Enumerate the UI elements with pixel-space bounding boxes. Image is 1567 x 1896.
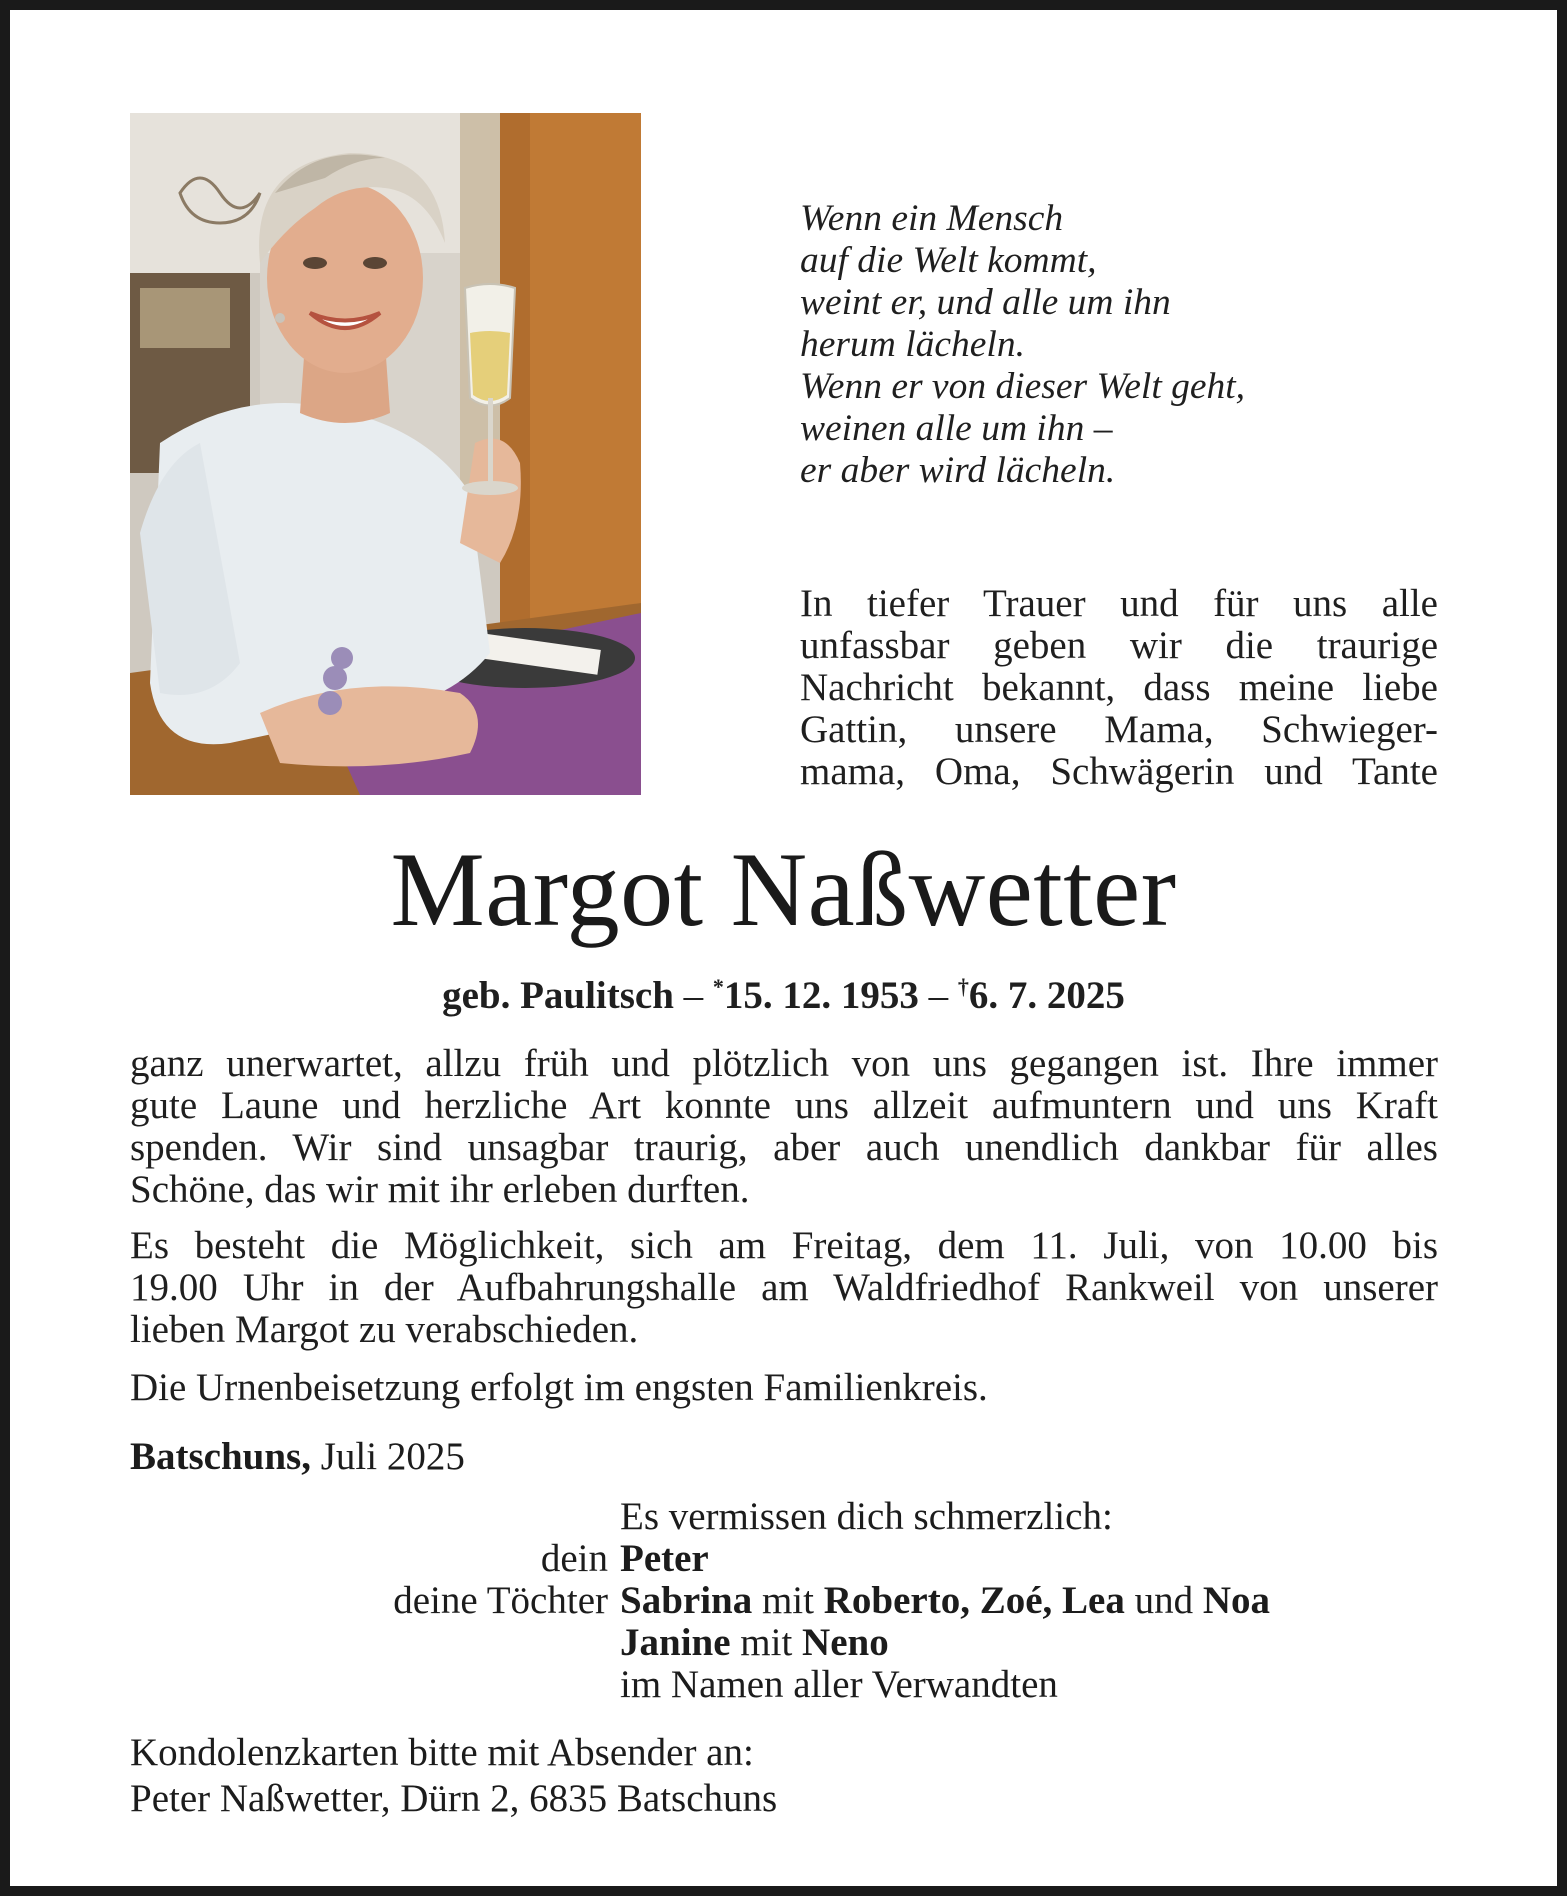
mourner-name: Roberto,: [823, 1579, 970, 1622]
paragraph-line: gute Laune und herzliche Art konnte uns allzeit aufmuntern und uns Kraft: [130, 1084, 1438, 1127]
mourner-name: Neno: [802, 1621, 889, 1664]
paragraph-line: Es besteht die Möglichkeit, sich am Freitag, dem 11. Juli, von 10.00 bis: [130, 1224, 1438, 1267]
mourner-name: Zoé,: [979, 1579, 1053, 1622]
paragraph-burial: [130, 1367, 1438, 1409]
death-symbol: †: [957, 974, 969, 999]
intro-line: Gattin, unsere Mama, Schwieger-: [800, 708, 1438, 751]
relatives-note: im Namen aller Verwandten: [620, 1663, 1058, 1706]
separator: –: [683, 974, 704, 1017]
paragraph-line: lieben Margot zu verabschieden.: [130, 1308, 639, 1351]
mourners-list: [130, 1496, 1438, 1706]
mourner-row: [130, 1622, 1438, 1664]
mourners-heading: Es vermissen dich schmerzlich:: [620, 1495, 1113, 1538]
poem-line: herum lächeln.: [800, 324, 1025, 365]
mourner-role: deine Töchter: [393, 1579, 608, 1622]
poem: [800, 198, 1245, 492]
connector-text: mit: [740, 1621, 793, 1664]
paragraph-line: ganz unerwartet, allzu früh und plötzlich von uns gegangen ist. Ihre immer: [130, 1042, 1438, 1085]
intro-line: unfassbar geben wir die traurige: [800, 624, 1438, 667]
intro-paragraph: [800, 583, 1438, 793]
poem-line: Wenn ein Mensch: [800, 198, 1064, 239]
mourner-name: Janine: [620, 1621, 731, 1664]
connector-text: und: [1134, 1579, 1194, 1622]
mourner-name: Noa: [1202, 1579, 1271, 1622]
paragraph-announcement: [130, 1043, 1438, 1211]
birth-date: 15. 12. 1953: [723, 974, 919, 1017]
place: Batschuns,: [130, 1435, 311, 1478]
portrait-photo: [130, 113, 641, 795]
condolence-instruction: Kondolenzkarten bitte mit Absender an:: [130, 1731, 754, 1774]
mourner-row: [130, 1538, 1438, 1580]
mourner-name: Lea: [1062, 1579, 1125, 1622]
deceased-name: Margot Naßwetter: [390, 831, 1177, 948]
paragraph-line: spenden. Wir sind unsagbar traurig, aber auch unendlich dankbar für alles: [130, 1126, 1438, 1169]
condolence-address: [130, 1730, 777, 1822]
life-dates: [0, 963, 1567, 1020]
poem-line: auf die Welt kommt,: [800, 240, 1097, 281]
condolence-address-line: Peter Naßwetter, Dürn 2, 6835 Batschuns: [130, 1777, 778, 1820]
mourners-heading-row: [130, 1496, 1438, 1538]
mourner-row: [130, 1580, 1438, 1622]
poem-line: Wenn er von dieser Welt geht,: [800, 366, 1246, 407]
date: Juli 2025: [320, 1435, 465, 1478]
maiden-name: geb. Paulitsch: [442, 974, 674, 1017]
intro-line: mama, Oma, Schwägerin und Tante: [800, 750, 1438, 793]
birth-symbol: *: [712, 974, 724, 999]
death-date: 6. 7. 2025: [968, 974, 1125, 1017]
mourner-name: Sabrina: [620, 1579, 753, 1622]
paragraph-line: Schöne, das wir mit ihr erleben durften.: [130, 1168, 750, 1211]
separator: –: [928, 974, 949, 1017]
paragraph-line: Die Urnenbeisetzung erfolgt im engsten Familienkreis.: [130, 1366, 988, 1409]
intro-line: Nachricht bekannt, dass meine liebe: [800, 666, 1438, 709]
intro-line: In tiefer Trauer und für uns alle: [800, 582, 1438, 625]
mourner-role: dein: [540, 1537, 608, 1580]
paragraph-line: 19.00 Uhr in der Aufbahrungshalle am Waldfriedhof Rankweil von unserer: [130, 1266, 1438, 1309]
poem-line: er aber wird lächeln.: [800, 450, 1116, 491]
paragraph-viewing: [130, 1225, 1438, 1351]
mourner-row: [130, 1664, 1438, 1706]
mourner-name: Peter: [620, 1537, 709, 1580]
connector-text: mit: [761, 1579, 814, 1622]
poem-line: weint er, und alle um ihn: [800, 282, 1171, 323]
poem-line: weinen alle um ihn –: [800, 408, 1113, 449]
place-date: [130, 1436, 465, 1478]
